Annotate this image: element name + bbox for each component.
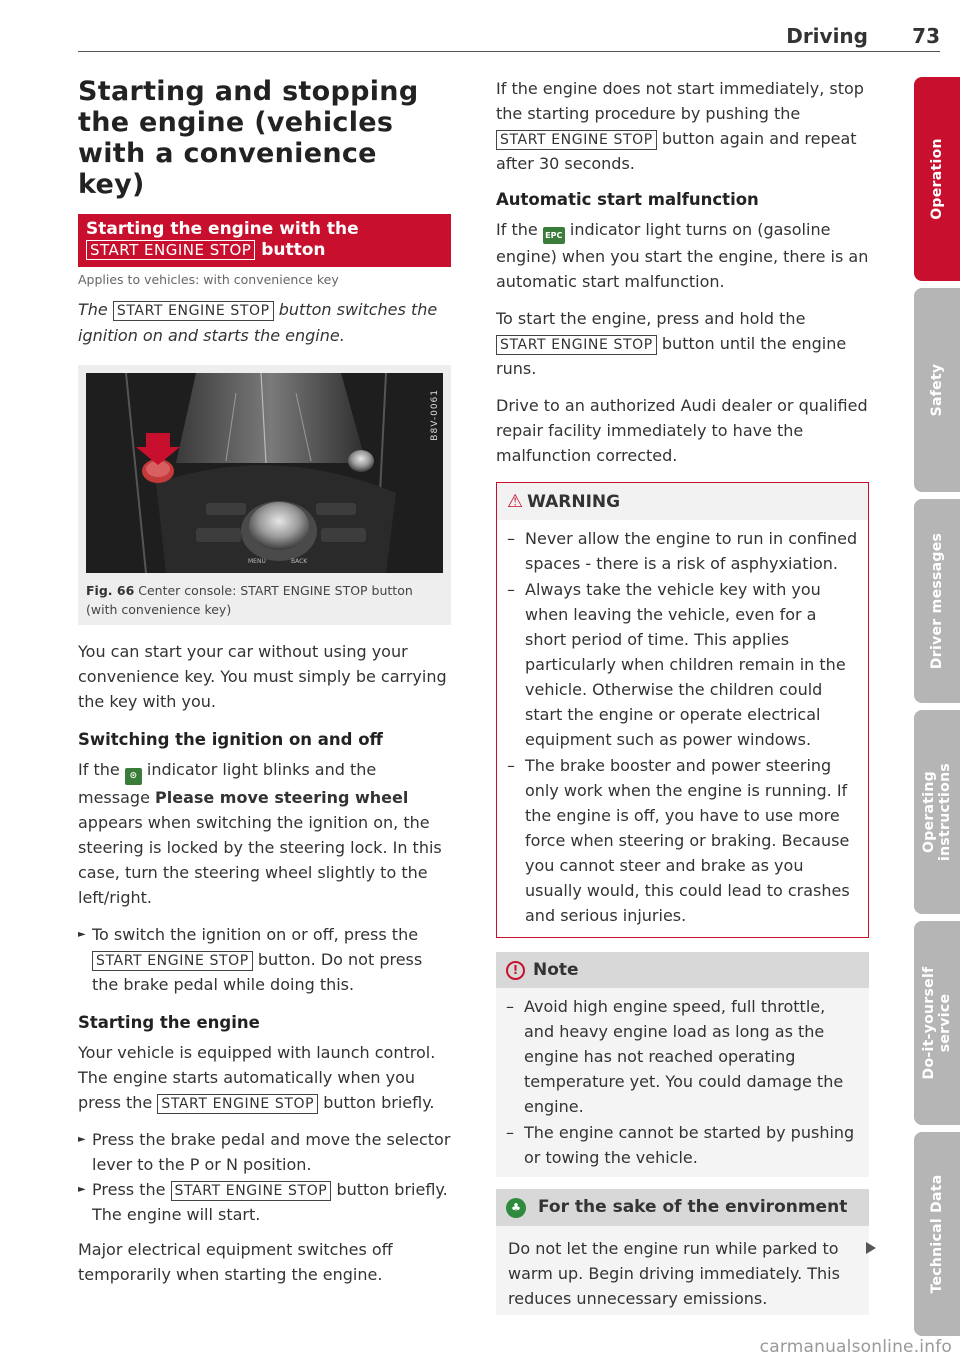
r-p2-post: indicator light turns on (gasoline engine) when you start the engine, there is an automatic start malfunction. (496, 220, 869, 291)
paragraph-dealer: Drive to an authorized Audi dealer or qualified repair facility immediately to have the malfunction corrected. (496, 396, 868, 465)
intro-post: button switches the ignition on and starts the engine. (78, 300, 438, 345)
left-column (78, 76, 451, 1299)
intro-pre: The (78, 300, 113, 319)
paragraph-restart (496, 76, 869, 176)
watermark: carmanualsonline.info (759, 1337, 952, 1357)
caption-text: Center console: START ENGINE STOP button (with convenience key) (86, 583, 413, 617)
p3-post: button briefly. (318, 1093, 435, 1112)
paragraph-press-hold (496, 306, 869, 381)
r-p3-key-label: START ENGINE STOP (496, 335, 657, 355)
back-label: BACK (291, 558, 308, 565)
heading-switching: Switching the ignition on and off (78, 730, 383, 749)
figure-caption (86, 581, 443, 619)
warning-title: WARNING (527, 492, 621, 512)
tab-operation[interactable] (914, 77, 960, 281)
paragraph-electrical: Major electrical equipment switches off temporarily when starting the engine. (78, 1240, 393, 1284)
tab-label: Operation (929, 138, 945, 220)
warning-item: – Always take the vehicle key with you when leaving the vehicle, even for a short period of time. This applies particularly when children remain in the vehicle. Otherwise the children could start the engine or operate electrical equipment such as power windows. (507, 577, 858, 752)
b3-pre: Press the (92, 1180, 171, 1199)
p2-post: appears when switching the ignition on, the steering is locked by the steering lock. In this case, turn the steering wheel slightly to the left/right. (78, 813, 442, 907)
b3-post: button briefly. The engine will start. (92, 1180, 448, 1224)
page-header (78, 22, 940, 52)
p3-pre: Your vehicle is equipped with launch control. The engine starts automatically when you press the (78, 1043, 436, 1112)
paragraph-launch-control (78, 1040, 451, 1115)
bullet-brake-pedal: ► Press the brake pedal and move the selector lever to the P or N position. (78, 1127, 451, 1177)
note-list (496, 988, 869, 1177)
environment-header (496, 1189, 869, 1226)
b3-key-label: START ENGINE STOP (171, 1181, 332, 1201)
paragraph-steering-lock (78, 757, 451, 910)
intro-text (78, 297, 451, 349)
p2-mid: indicator light blinks and the message (78, 760, 377, 807)
warning-box (496, 482, 869, 938)
paragraph-epc (496, 217, 869, 294)
r-p1-post: button again and repeat after 30 seconds. (496, 129, 857, 173)
note-icon: ! (506, 961, 525, 980)
environment-icon: ♣ (506, 1198, 526, 1218)
r-p1-key-label: START ENGINE STOP (496, 130, 657, 150)
banner-key-label: START ENGINE STOP (86, 240, 255, 260)
paragraph-convenience: You can start your car without using your convenience key. You must simply be carrying the key with you. (78, 642, 447, 711)
section-title: Driving (786, 24, 868, 48)
center-console-photo (86, 373, 443, 573)
tab-driver-messages[interactable] (914, 499, 960, 703)
tab-do-it-yourself[interactable] (914, 921, 960, 1125)
b1-pre: To switch the ignition on or off, press the (92, 925, 419, 944)
right-column (496, 76, 869, 1315)
tab-operating-instructions[interactable] (914, 710, 960, 914)
warning-item: – Never allow the engine to run in confined spaces - there is a risk of asphyxiation. (507, 526, 858, 576)
tab-label: Do-it-yourself service (921, 966, 953, 1080)
tab-label: Operating instructions (921, 763, 953, 861)
intro-key-label: START ENGINE STOP (113, 301, 274, 321)
note-title: Note (533, 960, 579, 980)
warning-list (497, 520, 868, 937)
epc-icon: EPC (543, 227, 565, 244)
p2-pre: If the (78, 760, 125, 779)
p2-bold: Please move steering wheel (155, 788, 409, 807)
b1-key-label: START ENGINE STOP (92, 951, 253, 971)
tab-label: Technical Data (929, 1174, 945, 1294)
note-header (496, 952, 869, 988)
console-illustration (86, 373, 443, 573)
banner-suffix: button (255, 240, 326, 260)
b1-post: button. Do not press the brake pedal while doing this. (92, 950, 423, 994)
steering-lock-icon: ⊙ (125, 768, 142, 785)
tab-label: Safety (929, 363, 945, 417)
tab-label: Driver messages (929, 532, 945, 670)
warning-item: – The brake booster and power steering only work when the engine is running. If the engine is off, you have to use more force when steering or braking. Because you cannot steer and brake as you usually would, this could lead to crashes and serious injuries. (507, 753, 858, 928)
warning-icon: ⚠ (507, 491, 524, 512)
main-title: Starting and stopping the engine (vehicles with a convenience key) (78, 76, 419, 200)
r-p3-post: button until the engine runs. (496, 334, 847, 378)
tab-safety[interactable] (914, 288, 960, 492)
bullet-switch-ignition (78, 922, 451, 997)
banner-line1: Starting the engine with the (86, 219, 359, 239)
heading-auto-start: Automatic start malfunction (496, 190, 759, 209)
tab-technical-data[interactable] (914, 1132, 960, 1336)
continue-arrow-icon (866, 1242, 876, 1254)
environment-text: Do not let the engine run while parked to warm up. Begin driving immediately. This reduces unnecessary emissions. (508, 1239, 840, 1308)
r-p1-pre: If the engine does not start immediately, stop the starting procedure by pushing the (496, 79, 864, 123)
caption-number: Fig. 66 (86, 583, 135, 598)
environment-title: For the sake of the environment (538, 1197, 848, 1217)
menu-label: MENU (248, 558, 266, 565)
r-p2-pre: If the (496, 220, 543, 239)
r-p3-pre: To start the engine, press and hold the (496, 309, 806, 328)
note-item: – Avoid high engine speed, full throttle, and heavy engine load as long as the engine has not reached operating temperature yet. You could damage the engine. (506, 994, 859, 1119)
environment-body (496, 1226, 869, 1315)
section-banner (78, 214, 451, 267)
applies-text: Applies to vehicles: with convenience key (78, 272, 339, 287)
heading-starting: Starting the engine (78, 1013, 260, 1032)
p3-key-label: START ENGINE STOP (157, 1094, 318, 1114)
page-number: 73 (912, 24, 940, 48)
warning-header (497, 483, 868, 520)
figure-code: B8V-0061 (430, 389, 440, 441)
figure-66 (78, 365, 451, 625)
bullet-press-button (78, 1177, 451, 1227)
note-item: – The engine cannot be started by pushing or towing the vehicle. (506, 1120, 859, 1170)
